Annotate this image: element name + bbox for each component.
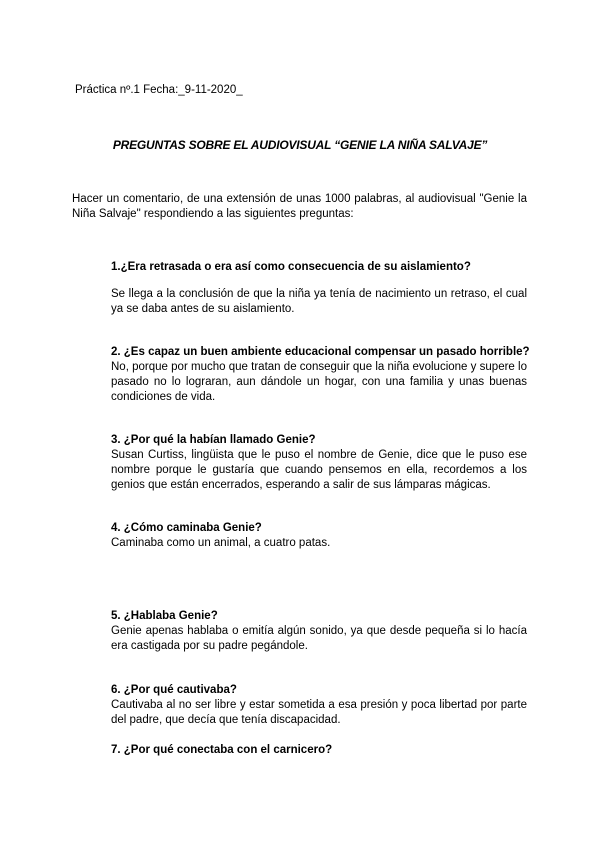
question-block-1 xyxy=(111,260,527,317)
question-answer: No, porque por mucho que tratan de conseguir que la niña evolucione y supere lo pasado no lo lograran, aun dándole un hogar, con una familia y unas buenas condiciones de vida. xyxy=(111,361,527,403)
intro-paragraph: Hacer un comentario, de una extensión de unas 1000 palabras, al audiovisual "Genie la Niña Salvaje" respondiendo a las siguientes preguntas: xyxy=(72,193,527,220)
question-answer: Genie apenas hablaba o emitía algún sonido, ya que desde pequeña si lo hacía era castigada por su padre pegándole. xyxy=(111,625,527,652)
question-answer: Caminaba como un animal, a cuatro patas. xyxy=(111,537,331,549)
question-block-3 xyxy=(111,433,527,493)
question-heading: 6. ¿Por qué cautivaba? xyxy=(111,684,237,696)
document-title: PREGUNTAS SOBRE EL AUDIOVISUAL “GENIE LA NIÑA SALVAJE” xyxy=(112,138,488,152)
question-block-7 xyxy=(111,743,527,758)
question-answer: Se llega a la conclusión de que la niña ya tenía de nacimiento un retraso, el cual ya se daba antes de su aislamiento. xyxy=(111,288,527,315)
question-heading: 2. ¿Es capaz un buen ambiente educacional compensar un pasado horrible? xyxy=(111,346,530,358)
question-heading: 7. ¿Por qué conectaba con el carnicero? xyxy=(111,744,333,756)
question-answer: Cautivaba al no ser libre y estar sometida a esa presión y poca libertad por parte del padre, que decía que tenía discapacidad. xyxy=(111,699,527,726)
question-block-4 xyxy=(111,521,527,551)
question-heading: 5. ¿Hablaba Genie? xyxy=(111,610,218,622)
question-block-2 xyxy=(111,345,530,405)
question-heading: 4. ¿Cómo caminaba Genie? xyxy=(111,522,262,534)
question-block-6 xyxy=(111,683,527,728)
question-block-5 xyxy=(111,609,527,654)
question-heading: 3. ¿Por qué la habían llamado Genie? xyxy=(111,434,316,446)
practice-date-line: Práctica nº.1 Fecha:_9-11-2020_ xyxy=(75,84,243,96)
question-answer: Susan Curtiss, lingüista que le puso el nombre de Genie, dice que le puso ese nombre porque le gustaría que cuando pensemos en ella, recordemos a los genios que están encerrados, esperando a salir de sus lámparas mágicas. xyxy=(111,449,527,491)
question-heading: 1.¿Era retrasada o era así como consecuencia de su aislamiento? xyxy=(111,261,471,273)
